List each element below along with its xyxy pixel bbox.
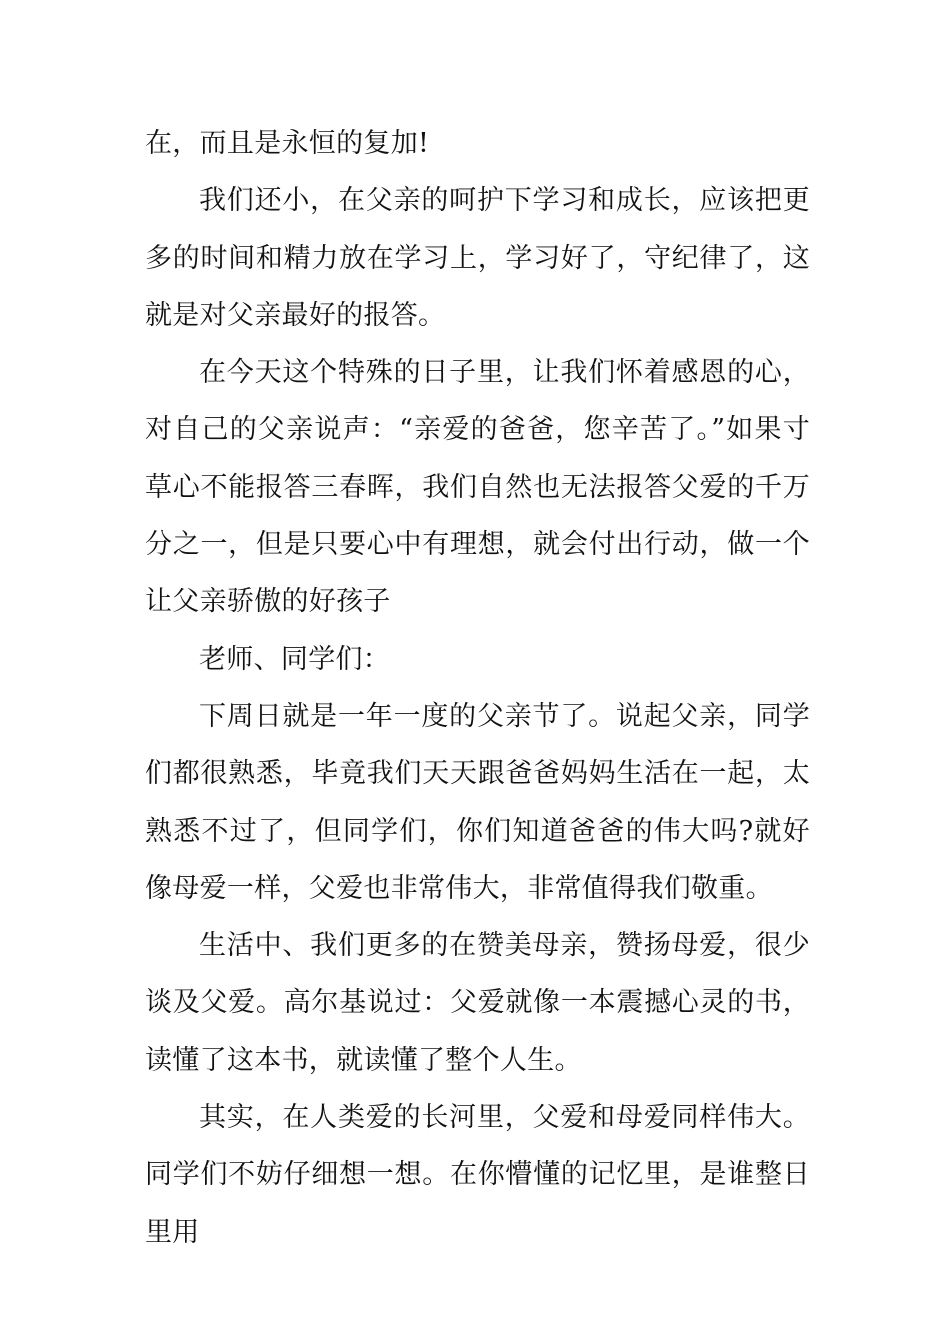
paragraph-continuation: 在，而且是永恒的复加!: [145, 128, 430, 159]
paragraph: 我们还小，在父亲的呵护下学习和成长，应该把更多的时间和精力放在学习上，学习好了，守纪律了，这就是对父亲最好的报答。: [145, 185, 810, 331]
paragraph: 下周日就是一年一度的父亲节了。说起父亲，同学们都很熟悉，毕竟我们天天跟爸爸妈妈生活在一起，太熟悉不过了，但同学们，你们知道爸爸的伟大吗?就好像母爱一样，父爱也非常伟大，非常值得我们敬重。: [145, 700, 810, 904]
document-body: [145, 115, 810, 1261]
salutation: 老师、同学们：: [199, 643, 391, 675]
paragraph: 其实，在人类爱的长河里，父爱和母爱同样伟大。同学们不妨仔细想一想。在你懵懂的记忆里，是谁整日里用: [145, 1102, 810, 1248]
paragraph: 在今天这个特殊的日子里，让我们怀着感恩的心，对自己的父亲说声：“亲爱的爸爸，您辛苦了。”如果寸草心不能报答三春晖，我们自然也无法报答父爱的千万分之一，但是只要心中有理想，就会付出行动，做一个让父亲骄傲的好孩子: [145, 357, 810, 618]
paragraph: 生活中、我们更多的在赞美母亲，赞扬母爱，很少谈及父爱。高尔基说过：父爱就像一本震撼心灵的书，读懂了这本书，就读懂了整个人生。: [145, 930, 810, 1076]
